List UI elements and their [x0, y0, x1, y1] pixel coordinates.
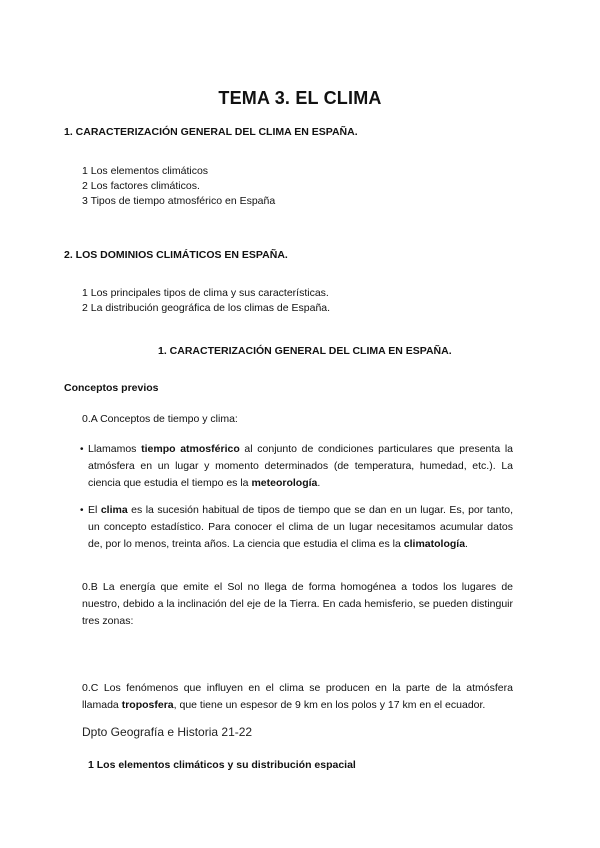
concept-b-paragraph: 0.B La energía que emite el Sol no llega de forma homogénea a todos los lugares de nuestro, debido a la inclinación del eje de la Tierra. En cada hemisferio, se pueden distinguir tres zonas:	[82, 581, 513, 627]
section1-item-2: 2 Los factores climáticos.	[82, 180, 200, 192]
section1-item-1: 1 Los elementos climáticos	[82, 165, 209, 177]
conceptos-heading: Conceptos previos	[64, 382, 159, 394]
concept-a-heading: 0.A Conceptos de tiempo y clima:	[82, 413, 238, 425]
section2-item-2: 2 La distribución geográfica de los climas de España.	[82, 302, 331, 314]
bullet-icon: •	[80, 505, 84, 516]
page-title: TEMA 3. EL CLIMA	[218, 88, 382, 108]
concept-c-paragraph: 0.C Los fenómenos que influyen en el clima se producen en la parte de la atmósfera llamada troposfera, que tiene un espesor de 9 km en los polos y 17 km en el ecuador.	[82, 682, 513, 711]
section2-item-1: 1 Los principales tipos de clima y sus características.	[82, 287, 329, 299]
bullet-clima: El clima es la sucesión habitual de tipos de tiempo que se dan en un lugar. Es, por tanto, un concepto estadístico. Para conocer el clima de un lugar necesitamos acumular datos de, por lo menos, treinta años. La ciencia que estudia el clima es la climatología.	[88, 504, 513, 550]
body-heading: 1. CARACTERIZACIÓN GENERAL DEL CLIMA EN ESPAÑA.	[158, 345, 452, 357]
bullet-icon: •	[80, 444, 84, 455]
page-footer: Dpto Geografía e Historia 21-22	[82, 725, 253, 739]
section1-item-3: 3 Tipos de tiempo atmosférico en España	[82, 195, 276, 207]
next-section-heading: 1 Los elementos climáticos y su distribución espacial	[88, 759, 356, 771]
section1-heading: 1. CARACTERIZACIÓN GENERAL DEL CLIMA EN ESPAÑA.	[64, 126, 358, 138]
bullet-tiempo: Llamamos tiempo atmosférico al conjunto de condiciones particulares que presenta la atmósfera en un lugar y momento determinados (de temperatura, humedad, etc.). La ciencia que estudia el tiempo es la meteorología.	[88, 443, 514, 489]
section2-heading: 2. LOS DOMINIOS CLIMÁTICOS EN ESPAÑA.	[64, 249, 288, 261]
